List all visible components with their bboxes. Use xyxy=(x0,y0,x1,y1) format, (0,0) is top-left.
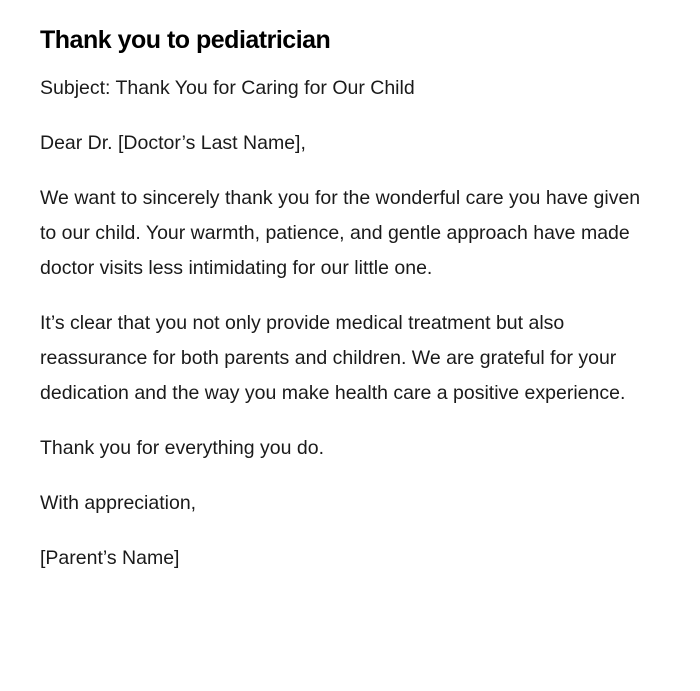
letter-paragraph-2: It’s clear that you not only provide medical treatment but also reassurance for both parents and children. We are grateful for your dedication and the way you make health care a positive experience. xyxy=(40,312,626,404)
letter-signature: [Parent’s Name] xyxy=(40,547,180,569)
letter-greeting: Dear Dr. [Doctor’s Last Name], xyxy=(40,132,306,154)
letter-document xyxy=(40,22,660,596)
letter-paragraph-3: Thank you for everything you do. xyxy=(40,437,324,459)
letter-closing: With appreciation, xyxy=(40,492,197,514)
letter-title: Thank you to pediatrician xyxy=(40,26,331,54)
letter-subject: Subject: Thank You for Caring for Our Child xyxy=(40,77,415,99)
letter-paragraph-1: We want to sincerely thank you for the wonderful care you have given to our child. Your warmth, patience, and gentle approach have made doctor visits less intimidating for our little one. xyxy=(40,187,641,279)
